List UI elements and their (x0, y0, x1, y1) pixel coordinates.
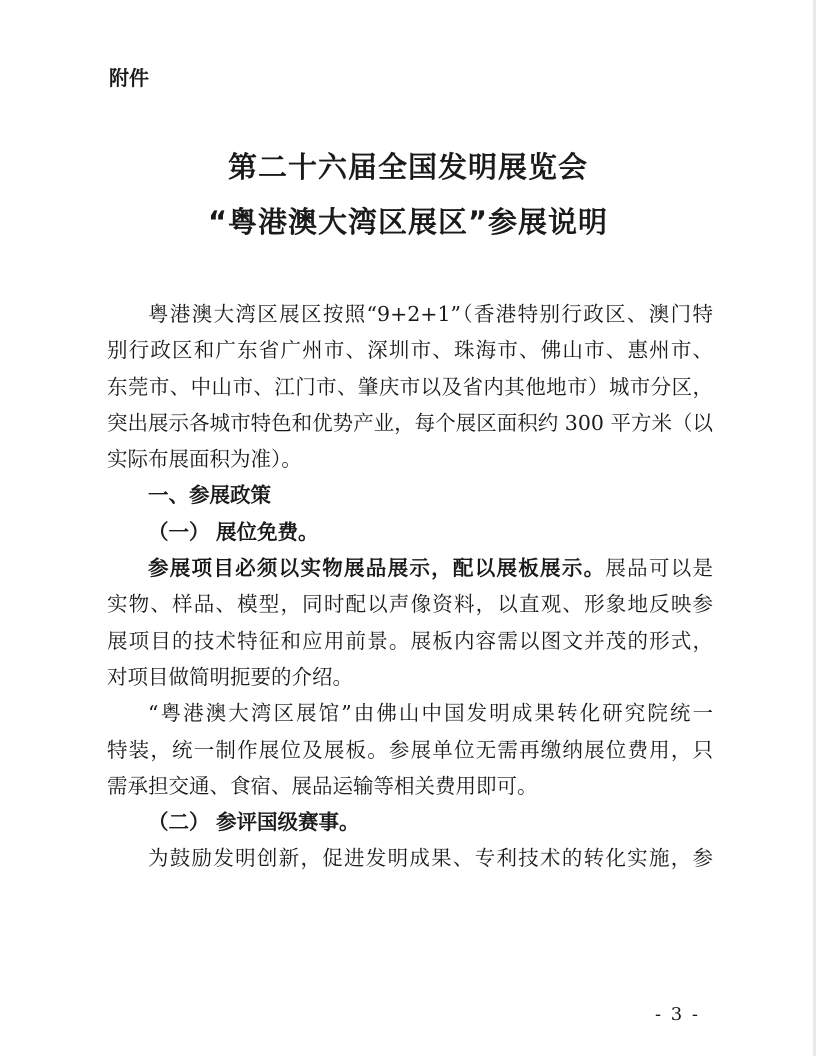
subsection-heading (107, 514, 713, 550)
paragraph-line: 展项目的技术特征和应用前景。展板内容需以图文并茂的形式， (107, 628, 713, 653)
paragraph-line: 对项目做简明扼要的介绍。 (107, 664, 353, 689)
paragraph-line: 粤港澳大湾区展区按照“9+2+1”（香港特别行政区、澳门特 (148, 302, 713, 326)
subsection-heading (107, 804, 713, 840)
attachment-label: 附件 (109, 66, 149, 90)
document-title-line-2: “粤港澳大湾区展区”参展说明 (207, 205, 609, 239)
paragraph-line: 突出展示各城市特色和优势产业，每个展区面积约 300 平方米（以 (107, 410, 713, 435)
page-number: - 3 - (654, 1004, 700, 1025)
section-heading: 一、参展政策 (148, 483, 271, 508)
paragraph-line (107, 550, 713, 586)
document-title-line-1: 第二十六届全国发明展览会 (227, 150, 588, 184)
document-body (107, 296, 713, 877)
subsection-number: （二） (148, 810, 210, 835)
paragraph-line: 东莞市、中山市、江门市、肇庆市以及省内其他地市）城市分区， (107, 374, 713, 399)
paragraph-line: 特装，统一制作展位及展板。参展单位无需再缴纳展位费用，只 (107, 737, 713, 762)
paragraph-line: “粤港澳大湾区展馆”由佛山中国发明成果转化研究院统一 (148, 701, 713, 726)
subsection-label: 参评国级赛事。 (216, 810, 360, 835)
paragraph-line: 为鼓励发明创新，促进发明成果、专利技术的转化实施，参 (148, 846, 713, 871)
bold-lead-text: 参展项目必须以实物展品展示，配以展板展示。 (148, 556, 606, 581)
paragraph-line: 需承担交通、食宿、展品运输等相关费用即可。 (107, 773, 538, 798)
subsection-number: （一） (148, 519, 210, 544)
paragraph-line: 别行政区和广东省广州市、深圳市、珠海市、佛山市、惠州市、 (107, 338, 713, 363)
paragraph-line: 实际布展面积为准）。 (107, 447, 302, 472)
paragraph-text: 展品可以是 (605, 556, 714, 581)
paragraph-line: 实物、样品、模型，同时配以声像资料，以直观、形象地反映参 (107, 592, 713, 617)
subsection-label: 展位免费。 (216, 519, 319, 544)
